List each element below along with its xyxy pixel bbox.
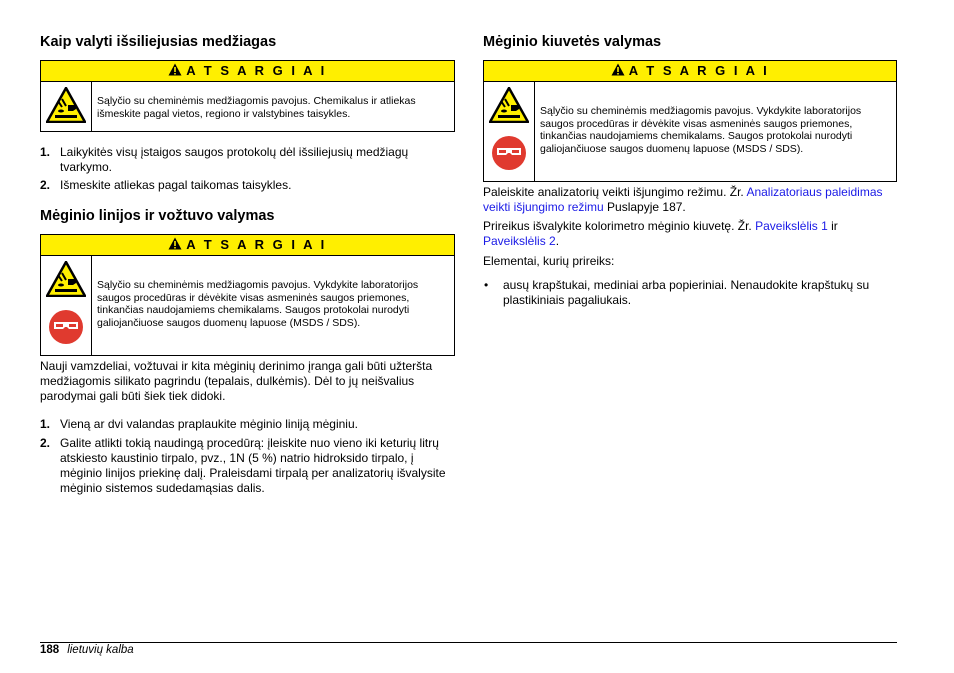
- list-item: 2. Galite atlikti tokią naudingą procedūrą: įleiskite nuo vieno iki keturių litrų atskiesto kaustinio tirpalo, pvz., 1N (5 %) natrio hidroksido tirpalo, į mėginio linijos priekinę dalį. Praleisdami tirpalą per analizatorių išvalysite mėginio sistemos sudedamąsias dalis.: [40, 436, 446, 495]
- list-item: 1. Vieną ar dvi valandas praplaukite mėginio liniją mėginiu.: [40, 417, 358, 431]
- caution-header: [41, 61, 454, 82]
- caution-text: Sąlyčio su cheminėmis medžiagomis pavojus. Vykdykite laboratorijos saugos procedūras ir dėvėkite visas asmeninės saugos priemones, tinkančias naudojamiems chemikalams. Saugos protokolai nurodyti galiojančiuose saugos duomenų lapuose (MSDS / SDS).: [540, 105, 862, 155]
- caution-label: A T S A R G I A I: [628, 63, 770, 78]
- paragraph-items-needed: Elementai, kurių prireiks:: [483, 254, 615, 268]
- paragraph-colorimeter: Prireikus išvalykite kolorimetro mėginio kiuvetę. Žr. Paveikslėlis 1 ir Paveikslėlis 2.: [483, 219, 838, 248]
- caution-box-sample-line: [40, 234, 455, 356]
- footer-language: lietuvių kalba: [67, 644, 134, 656]
- caution-text: Sąlyčio su cheminėmis medžiagomis pavojus. Vykdykite laboratorijos saugos procedūras ir dėvėkite visas asmeninės saugos priemones, tinkančias naudojamiems chemikalams. Saugos protokolai nurodyti galiojančiuose saugos duomenų lapuose (MSDS / SDS).: [97, 279, 419, 329]
- caution-box-cell: [483, 60, 897, 182]
- caution-header: [41, 235, 454, 256]
- caution-label: A T S A R G I A I: [186, 237, 327, 252]
- footer-divider: [40, 642, 897, 643]
- list-item: 1. Laikykitės visų įstaigos saugos protokolų dėl išsiliejusių medžiagų tvarkymo.: [40, 145, 409, 174]
- caution-header: [484, 61, 896, 82]
- caution-text: Sąlyčio su cheminėmis medžiagomis pavojus. Chemikalus ir atliekas išmeskite pagal vietos, regiono ir valstybines taisykles.: [97, 95, 416, 120]
- paragraph-intro: Nauji vamzdeliai, vožtuvai ir kita mėginių derinimo įranga gali būti užteršta medžiagomis silikato pagrindu (tepalais, dulkėmis). Dėl to jų neišvalius parodymai gali būti šiek tiek didoki.: [40, 359, 433, 403]
- page-footer: [40, 644, 134, 656]
- steps-spills: [40, 145, 455, 193]
- chemical-hazard-icon: [46, 261, 86, 302]
- chemical-hazard-icon: [489, 87, 529, 128]
- list-item: 2. Išmeskite atliekas pagal taikomas taisykles.: [40, 178, 292, 192]
- warning-triangle-icon: [611, 62, 625, 82]
- paragraph-shutdown: Paleiskite analizatorių veikti išjungimo režimu. Žr. Analizatoriaus paleidimas veikti išjungimo režimu Puslapyje 187.: [483, 185, 883, 214]
- safety-glasses-icon: [48, 309, 84, 350]
- section-title-sample-line: Mėginio linijos ir vožtuvo valymas: [40, 208, 275, 224]
- icon-cell: [41, 256, 92, 355]
- page-number: 188: [40, 644, 60, 656]
- icon-cell: [41, 82, 92, 131]
- warning-triangle-icon: [168, 62, 182, 82]
- list-item: • ausų krapštukai, mediniai arba popieriniai. Nenaudokite krapštukų su plastikiniais pagaliukais.: [484, 278, 870, 307]
- caution-box-spills: [40, 60, 455, 132]
- link-analyzer-startup[interactable]: Analizatoriaus paleidimas veikti išjungimo režimu: [483, 185, 883, 214]
- safety-glasses-icon: [491, 135, 527, 176]
- caution-label: A T S A R G I A I: [186, 63, 327, 78]
- link-figure-1[interactable]: Paveikslėlis 1: [755, 219, 828, 233]
- items-list: [483, 278, 897, 308]
- section-title-cell: Mėginio kiuvetės valymas: [483, 34, 662, 50]
- warning-triangle-icon: [168, 236, 182, 256]
- icon-cell: [484, 82, 535, 181]
- steps-sample-line: [40, 417, 455, 496]
- section-title-spills: Kaip valyti išsiliejusias medžiagas: [40, 34, 277, 50]
- link-figure-2[interactable]: Paveikslėlis 2: [483, 234, 556, 248]
- chemical-hazard-icon: [46, 87, 86, 128]
